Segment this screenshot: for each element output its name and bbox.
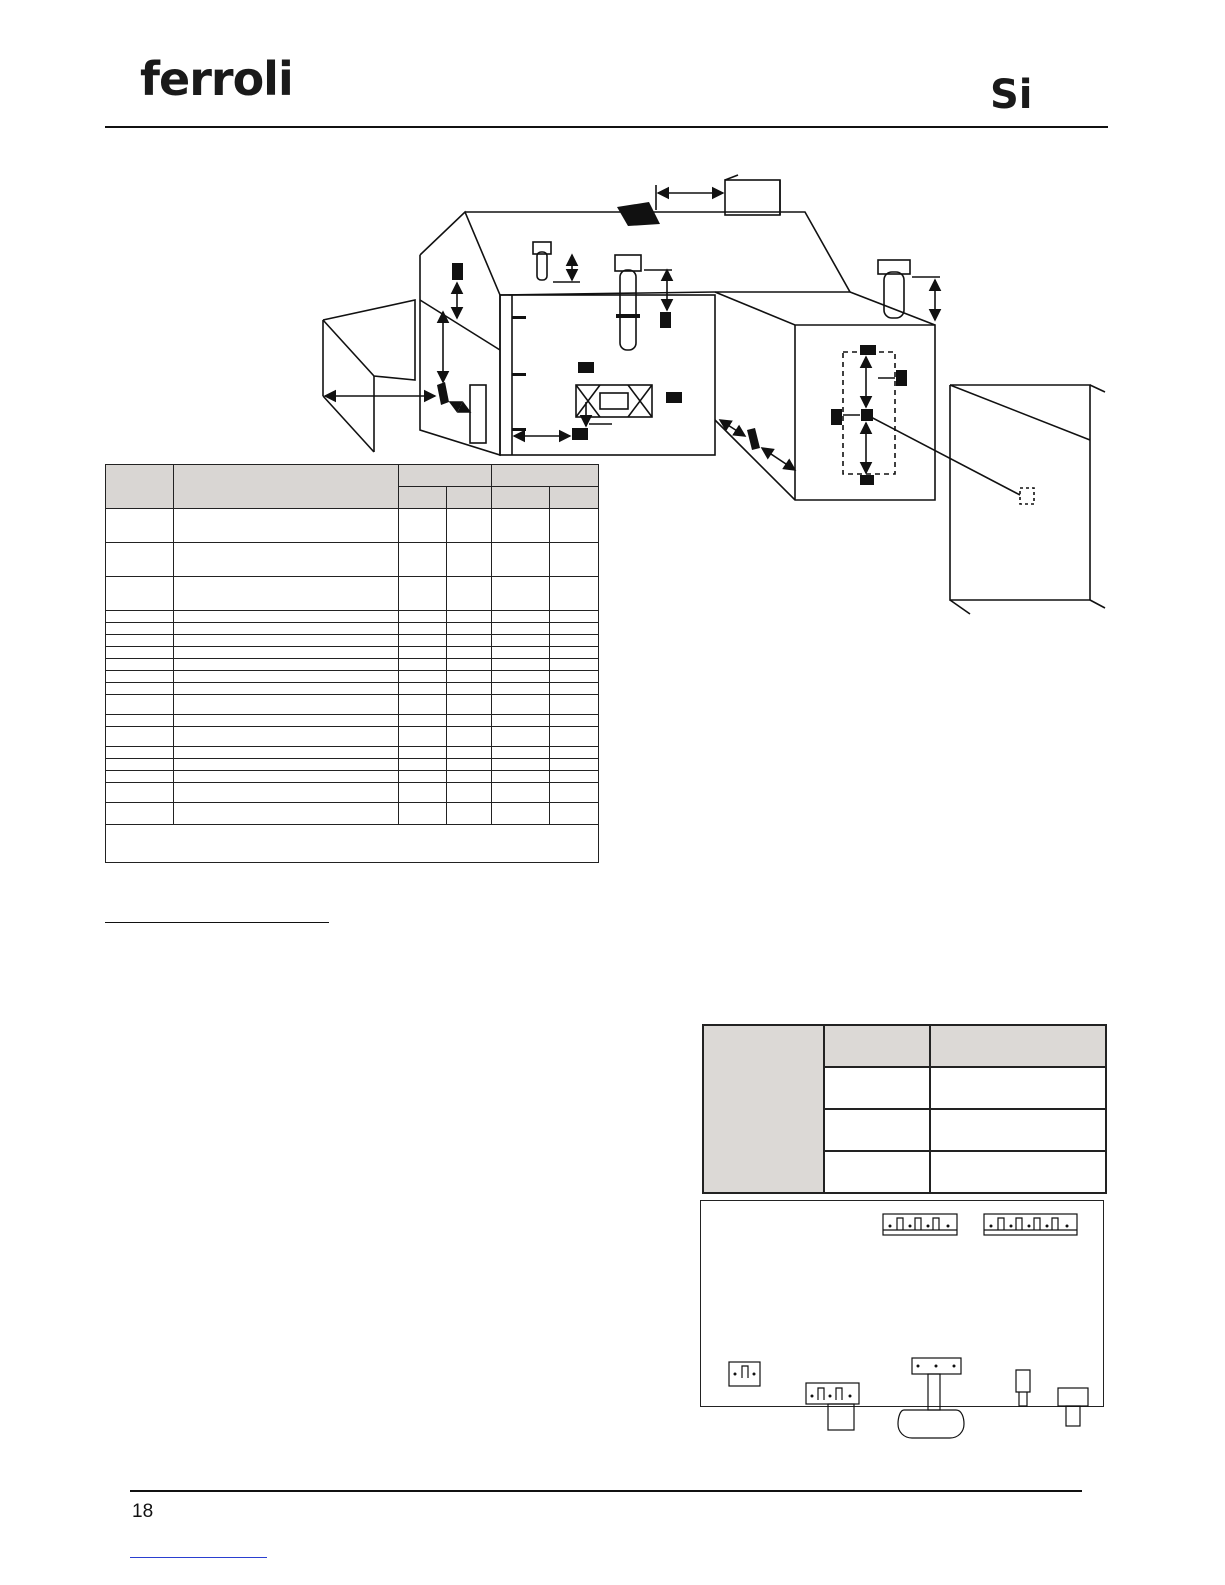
model-name: Si: [990, 72, 1033, 118]
connector-block: [1058, 1388, 1088, 1406]
footer-link-underline[interactable]: [130, 1557, 267, 1558]
sensor-bulb: [898, 1410, 964, 1438]
connector-block: [883, 1214, 957, 1235]
footer-rule: [130, 1490, 1082, 1492]
page-number: 18: [132, 1501, 154, 1522]
connector-block: [806, 1383, 859, 1404]
brand-logo: ferroli: [140, 52, 293, 106]
wire-lead: [828, 1404, 854, 1430]
sensor-plug: [1016, 1370, 1030, 1406]
